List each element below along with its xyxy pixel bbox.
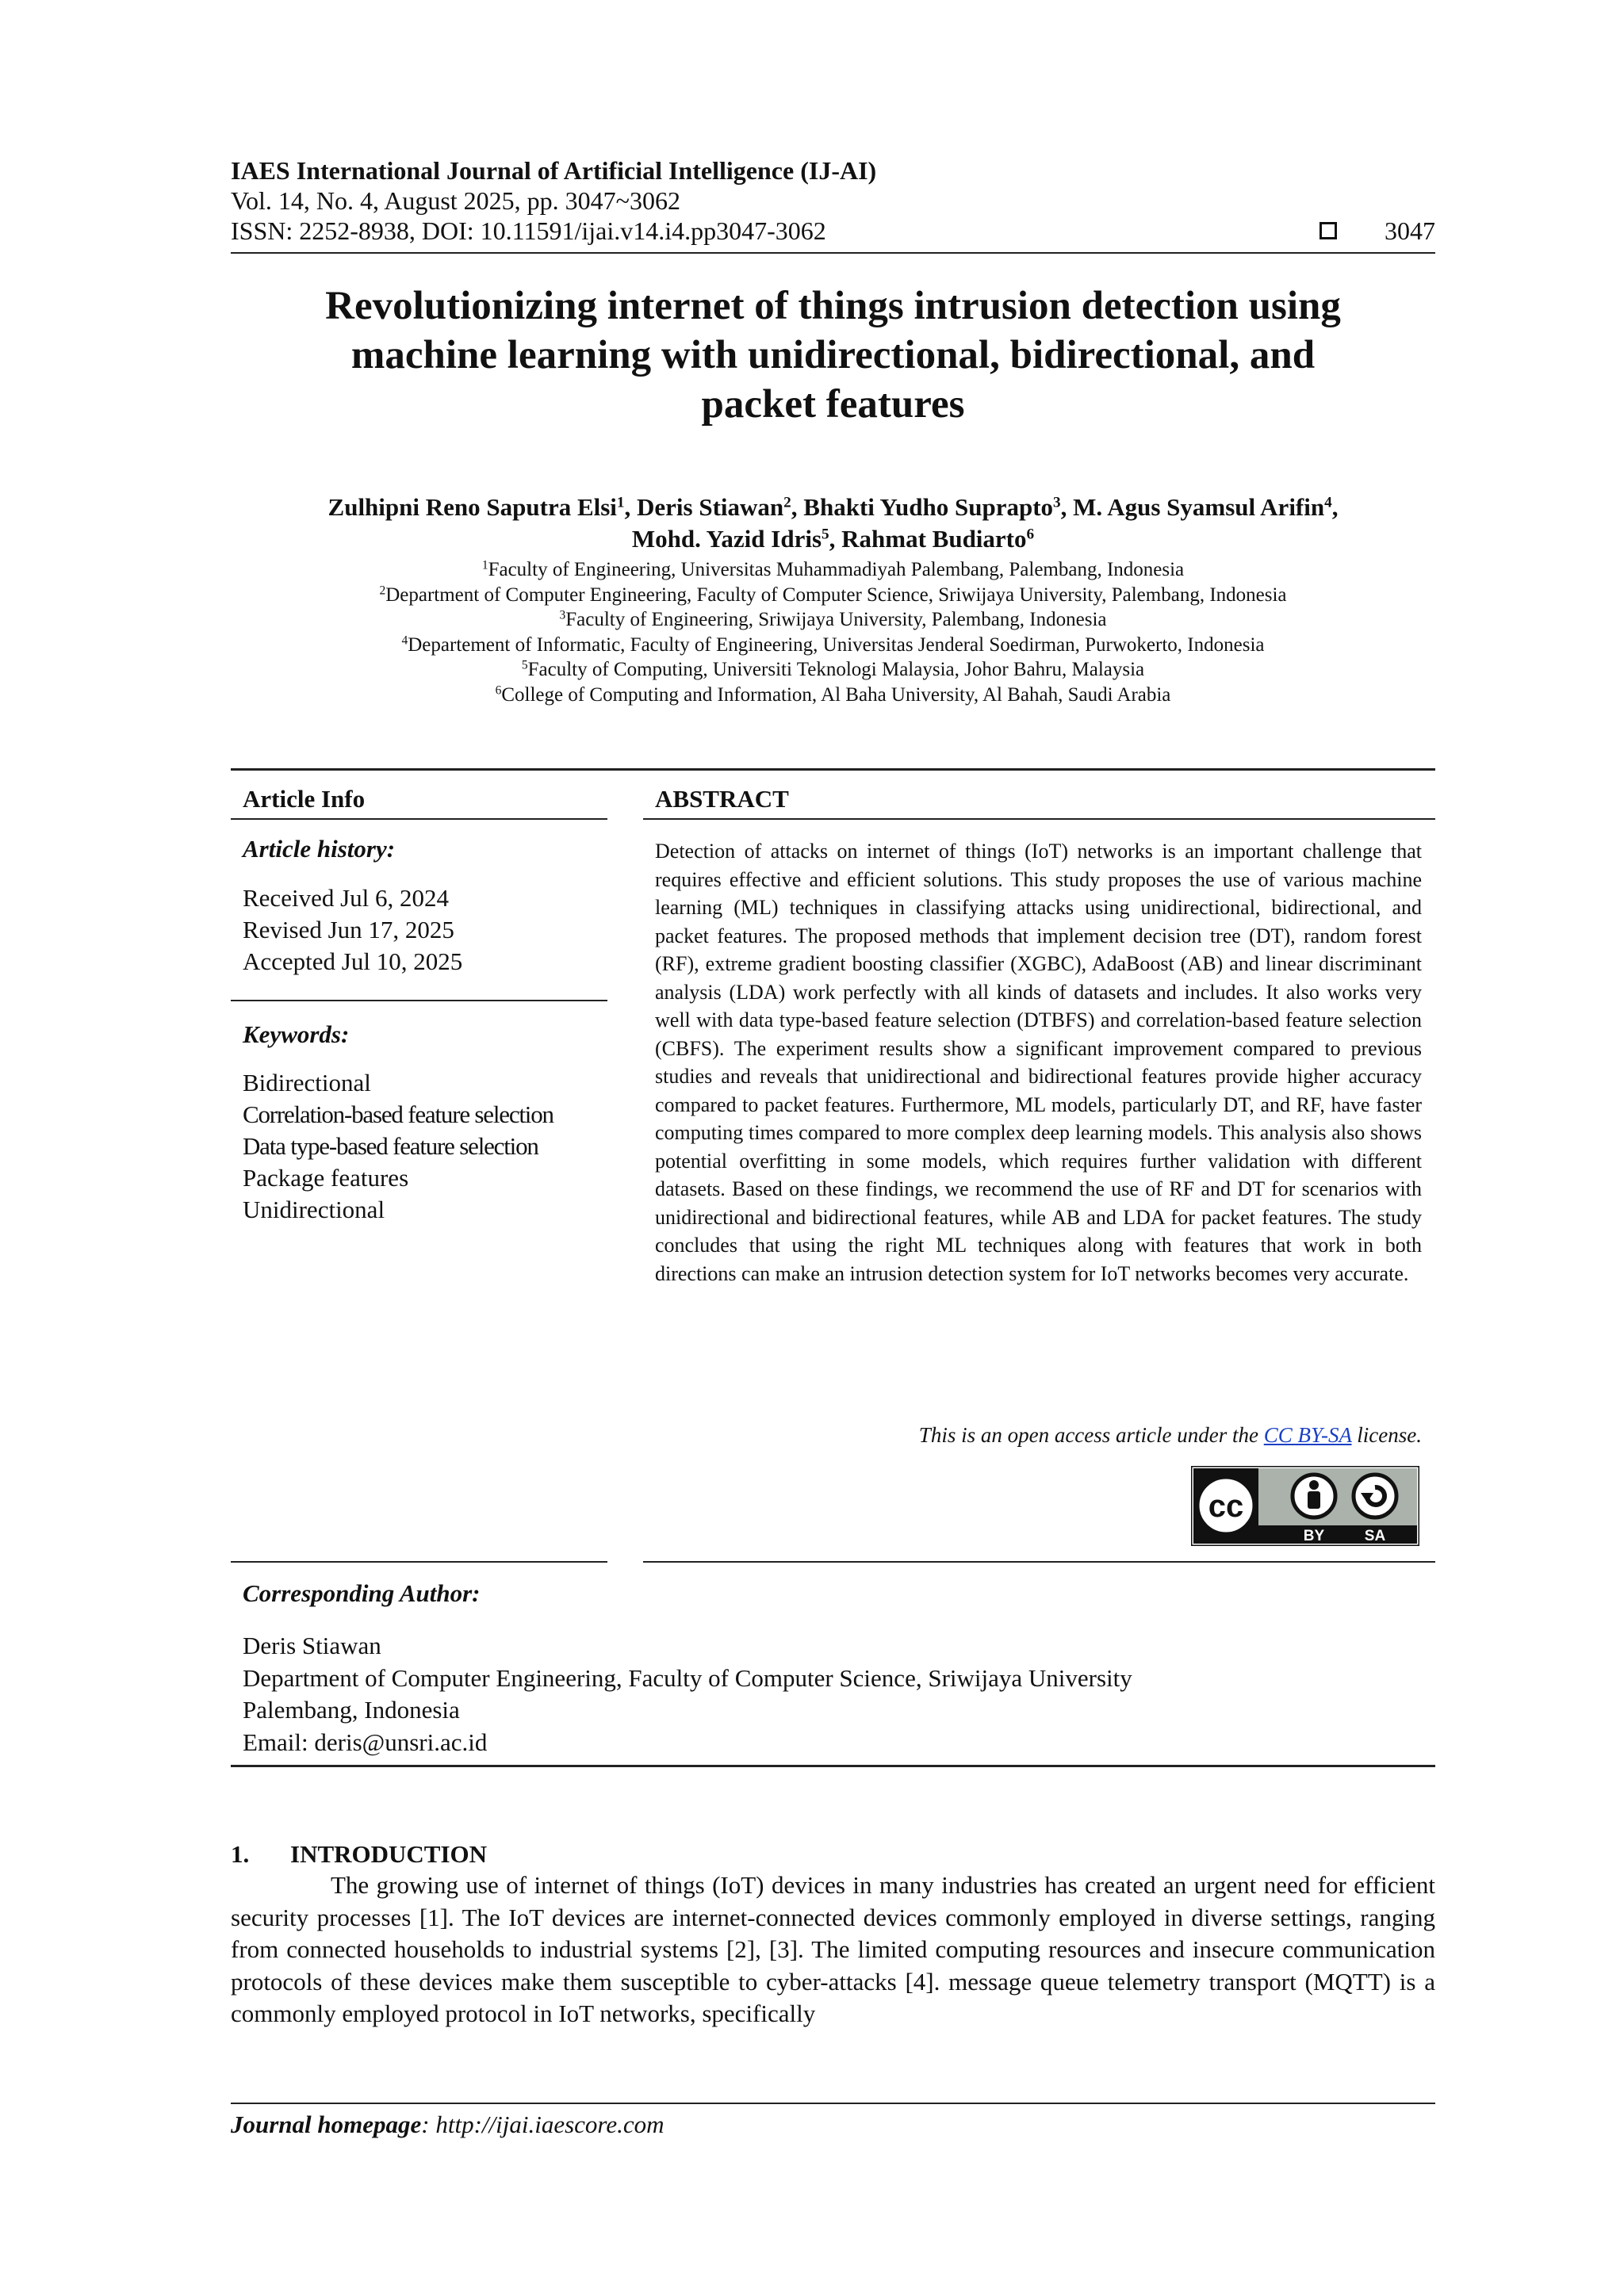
- corresponding-heading: Corresponding Author:: [243, 1579, 481, 1607]
- keyword: Package features: [243, 1164, 409, 1192]
- volume-info: Vol. 14, No. 4, August 2025, pp. 3047~3062: [231, 186, 680, 215]
- abstract-heading: ABSTRACT: [655, 785, 789, 813]
- affiliation: [231, 633, 1435, 658]
- cc-text: cc: [1208, 1489, 1244, 1524]
- section-number: 1.: [231, 1840, 250, 1868]
- title-line: packet features: [701, 382, 965, 427]
- header-rule: [231, 252, 1435, 254]
- affiliation-text: Faculty of Computing, Universiti Teknologi Malaysia, Johor Bahru, Malaysia: [527, 659, 1145, 680]
- history-heading: Article history:: [243, 835, 396, 863]
- affiliation-text: College of Computing and Information, Al Baha University, Al Bahah, Saudi Arabia: [501, 683, 1171, 706]
- section-title: INTRODUCTION: [290, 1840, 488, 1868]
- corr-department: Department of Computer Engineering, Faculty of Computer Science, Sriwijaya University: [243, 1663, 1132, 1692]
- affiliation-sup: 6: [495, 683, 502, 697]
- affiliation: [231, 657, 1435, 683]
- issn-doi: ISSN: 2252-8938, DOI: 10.11591/ijai.v14.i4.pp3047-3062: [231, 216, 826, 245]
- footer-label: Journal homepage: [231, 2110, 422, 2138]
- license-suffix: license.: [1351, 1423, 1422, 1447]
- journal-name: IAES International Journal of Artificial Intelligence (IJ-AI): [231, 156, 877, 185]
- author-name: Rahmat Budiarto: [841, 525, 1027, 553]
- author-line: [231, 492, 1435, 523]
- keyword-list: [243, 1067, 553, 1226]
- affiliation: [231, 607, 1435, 633]
- affiliation-sup: 3: [559, 608, 566, 622]
- author-name: Zulhipni Reno Saputra Elsi: [327, 493, 617, 521]
- keyword: Bidirectional: [243, 1069, 371, 1096]
- cc-by-sa-badge[interactable]: [1191, 1466, 1419, 1546]
- revised-date: Revised Jun 17, 2025: [243, 916, 454, 943]
- author-name: M. Agus Syamsul Arifin: [1073, 493, 1325, 521]
- author-sep: ,: [829, 525, 842, 553]
- corresponding-details: [243, 1630, 1132, 1758]
- license-note: [655, 1423, 1422, 1448]
- affiliation-text: Faculty of Engineering, Sriwijaya University, Palembang, Indonesia: [565, 609, 1107, 630]
- affiliation-sup: 4: [401, 633, 408, 647]
- author-name: Deris Stiawan: [637, 493, 784, 521]
- affiliation-list: [231, 557, 1435, 707]
- author-sep: ,: [1060, 493, 1074, 521]
- section-heading: [231, 1840, 487, 1869]
- author-name: Bhakti Yudho Suprapto: [803, 493, 1054, 521]
- author-sup: 2: [783, 494, 791, 511]
- accepted-date: Accepted Jul 10, 2025: [243, 947, 463, 975]
- author-sup: 1: [616, 494, 625, 511]
- title-line: machine learning with unidirectional, bidirectional, and: [350, 333, 1316, 377]
- corr-name: Deris Stiawan: [243, 1632, 381, 1659]
- abstract-rule: [643, 818, 1435, 820]
- sa-icon: [1354, 1475, 1396, 1517]
- affiliation-text: Department of Computer Engineering, Faculty of Computer Science, Sriwijaya University, Palembang, Indonesia: [385, 584, 1287, 606]
- corr-email[interactable]: Email: deris@unsri.ac.id: [243, 1728, 488, 1756]
- paper-title: [231, 281, 1435, 429]
- affiliation-text: Departement of Informatic, Faculty of Engineering, Universitas Jenderal Soedirman, Purwokerto, Indonesia: [408, 633, 1265, 656]
- license-link[interactable]: CC BY-SA: [1263, 1423, 1352, 1447]
- author-sep: ,: [1331, 493, 1339, 521]
- cc-icon: [1197, 1477, 1254, 1534]
- keyword: Data type-based feature selection: [243, 1132, 538, 1160]
- affiliation: [231, 683, 1435, 708]
- author-sep: ,: [791, 493, 804, 521]
- affiliation-sup: 1: [481, 558, 488, 572]
- received-date: Received Jul 6, 2024: [243, 884, 450, 912]
- by-icon: [1293, 1475, 1335, 1517]
- affiliation-text: Faculty of Engineering, Universitas Muhammadiyah Palembang, Palembang, Indonesia: [488, 559, 1185, 580]
- intro-text: The growing use of internet of things (IoT) devices in many industries has created an urgent need for efficient security processes [1]. The IoT devices are internet-connected devices commonly employed in diverse settings, ranging from connected households to industrial systems [2], [3]. The limited computing resources and insecure communication protocols of these devices make them susceptible to cyber-attacks [4]. message queue telemetry transport (MQTT) is a commonly employed protocol in IoT networks, specifically: [231, 1871, 1435, 2027]
- history-rule: [231, 1000, 607, 1001]
- affiliation-sup: 2: [379, 583, 386, 597]
- corr-location: Palembang, Indonesia: [243, 1696, 460, 1724]
- author-sep: ,: [624, 493, 638, 521]
- abstract-text: Detection of attacks on internet of things (IoT) networks is an important challenge that requires effective and efficient solutions. This study proposes the use of various machine learning (ML) techniques in classifying attacks using unidirectional, bidirectional, and packet features. The proposed methods that implement decision tree (DT), random forest (RF), extreme gradient boosting classifier (XGBC), AdaBoost (AB) and linear discriminant analysis (LDA) work perfectly with all kinds of datasets and includes. It also works very well with data type-based feature selection (DTBFS) and correlation-based feature selection (CBFS). The experiment results show a significant improvement compared to previous studies and reveals that unidirectional and bidirectional features provide higher accuracy compared to packet features. Furthermore, ML models, particularly DT, and RF, have faster computing times compared to more complex deep learning models. This analysis also shows potential overfitting in some models, which requires further validation with different datasets. Based on these findings, we recommend the use of RF and DT for scenarios with unidirectional and bidirectional features, while AB and LDA for packet features. The study concludes that using the right ML techniques along with features that work in both directions can make an intrusion detection system for IoT networks becomes very accurate.: [655, 840, 1422, 1285]
- by-label: BY: [1303, 1528, 1325, 1544]
- author-sup: 6: [1026, 526, 1035, 543]
- corr-right-rule: [643, 1561, 1435, 1563]
- article-info-heading: Article Info: [243, 785, 366, 813]
- square-icon: [1320, 222, 1337, 239]
- affiliation-sup: 5: [521, 658, 528, 672]
- keywords-heading: Keywords:: [243, 1020, 350, 1048]
- author-sup: 5: [822, 526, 829, 543]
- article-history: [243, 882, 462, 978]
- author-sup: 4: [1324, 494, 1332, 511]
- keyword: Unidirectional: [243, 1196, 385, 1223]
- corr-bottom-rule: [231, 1765, 1435, 1767]
- sa-label: SA: [1364, 1528, 1386, 1544]
- author-line: [231, 523, 1435, 555]
- title-line: Revolutionizing internet of things intrusion detection using: [325, 284, 1341, 328]
- page-number: 3047: [1385, 216, 1435, 245]
- license-prefix: This is an open access article under the: [918, 1423, 1264, 1447]
- journal-homepage: [231, 2110, 664, 2139]
- author-list: [231, 492, 1435, 555]
- author-name: Mohd. Yazid Idris: [631, 525, 822, 553]
- affiliation: [231, 583, 1435, 608]
- article-info-rule: [231, 818, 607, 820]
- affiliation: [231, 557, 1435, 583]
- keyword: Correlation-based feature selection: [243, 1100, 553, 1128]
- intro-paragraph: [231, 1869, 1435, 2030]
- footer-rule: [231, 2103, 1435, 2104]
- author-sup: 3: [1053, 494, 1061, 511]
- info-top-rule: [231, 768, 1435, 771]
- corr-left-rule: [231, 1561, 607, 1563]
- footer-url[interactable]: : http://ijai.iaescore.com: [421, 2110, 665, 2138]
